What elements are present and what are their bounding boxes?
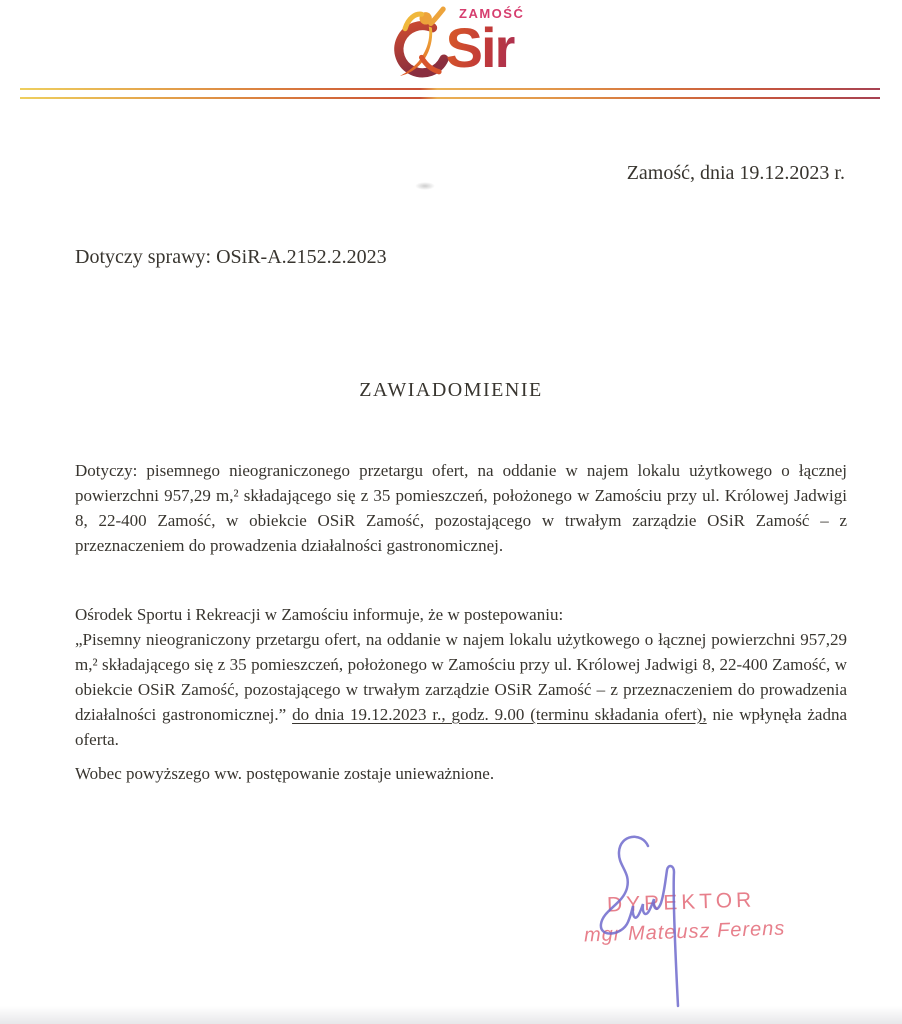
osir-wordmark [445,6,525,79]
case-reference-line: Dotyczy sprawy: OSiR-A.2152.2.2023 [75,246,387,268]
letterhead-rule-top [20,88,880,90]
paragraph-subject: Dotyczy: pisemnego nieograniczonego przetargu ofert, na oddanie w najem lokalu użytkowego o łącznej powierzchni 957,29 m,² składającego się z 35 pomieszczeń, położonego w Zamościu przy ul. Królowej Jadwigi 8, 22-400 Zamość, w obiekcie OSiR Zamość, pozostającego w trwałym zarządzie OSiR Zamość – z przeznaczeniem do prowadzenia działalności gastronomicznej. [75,461,847,555]
closing-statement: Wobec powyższego ww. postępowanie zostaje unieważnione. [75,764,495,783]
tender-quote-text: „Pisemny nieograniczony przetargu ofert, na oddanie w najem lokalu użytkowego o łącznej powierzchni 957,29 m,² składającego się z 35 pomieszczeń, położonego w Zamościu przy ul. Królowej Jadwigi 8, 22-400 Zamość, w obiekcie OSiR Zamość, pozostającego w trwałym zarządzie OSiR Zamość – z przeznaczeniem do prowadzenia działalności gastronomicznej.” [75,630,847,724]
deadline-underlined-text: do dnia 19.12.2023 r., godz. 9.00 (terminu składania ofert), [292,705,707,724]
no-offer-text: nie wpłynęła żadna oferta. [75,705,847,749]
stamp-director-name: mgr Mateusz Ferens [583,917,786,947]
handwritten-signature [588,832,723,1017]
document-title: ZAWIADOMIENIE [359,379,543,401]
date-line: Zamość, dnia 19.12.2023 r. [626,162,845,184]
stamp-director-title: DYREKTOR [606,888,756,917]
logo-city-text: ZAMOŚĆ [459,6,525,21]
scan-bottom-shade [0,1006,902,1024]
letterhead-rule-bottom [20,97,880,99]
scan-smudge [415,182,435,190]
logo-brand-text: Sir [445,16,515,79]
osir-logo [388,6,525,80]
paragraph-info-intro: Ośrodek Sportu i Rekreacji w Zamościu informuje, że w postepowaniu: [75,605,564,624]
paragraph-info-body [75,627,847,752]
